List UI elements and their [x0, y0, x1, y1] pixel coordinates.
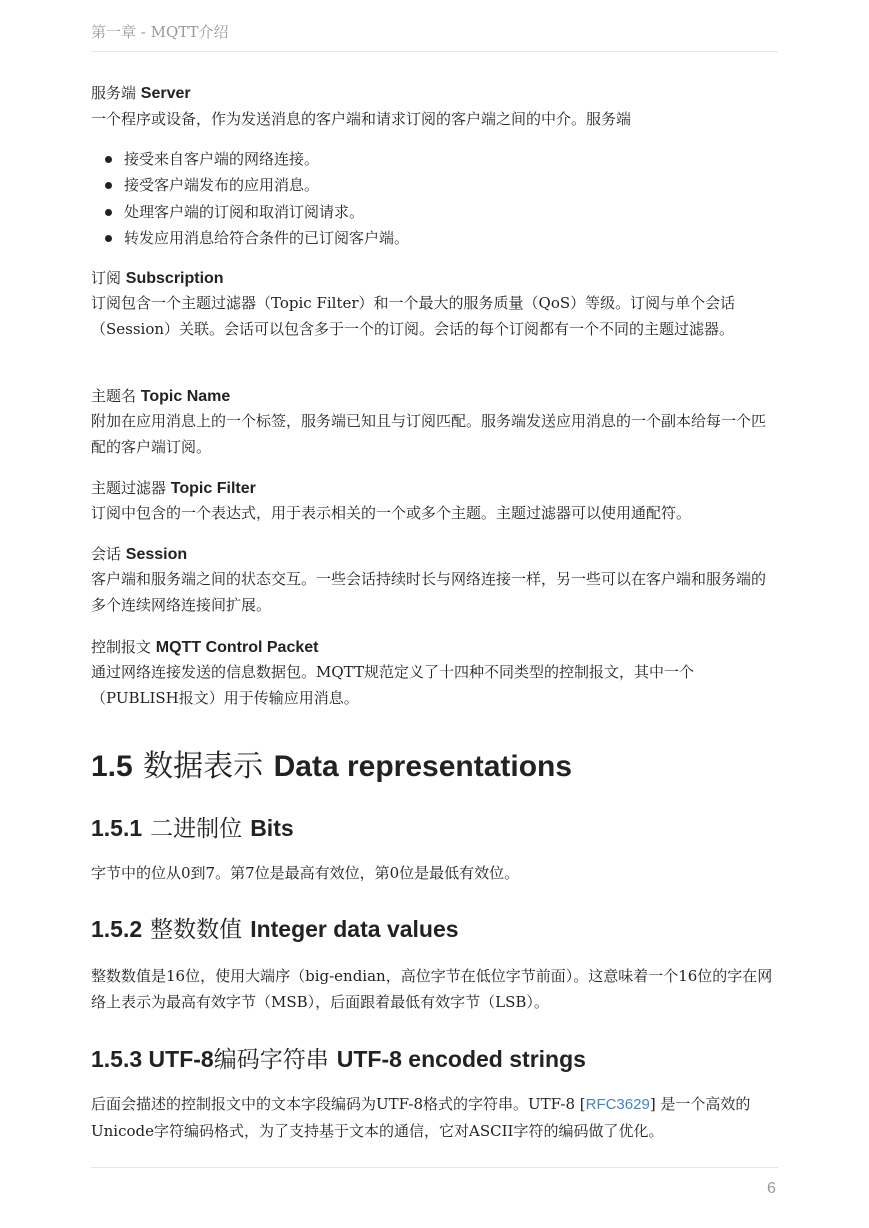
list-item: 转发应用消息给符合条件的已订阅客户端。	[91, 225, 409, 251]
section-title-cn: 二进制位	[150, 816, 243, 842]
running-header	[91, 18, 778, 52]
list-item: 接受客户端发布的应用消息。	[91, 172, 409, 198]
section-number: 1.5	[91, 750, 133, 783]
term-subscription	[91, 269, 224, 288]
section-heading-1-5-1	[91, 813, 294, 844]
term-topic-name-cn: 主题名	[91, 387, 137, 405]
term-session	[91, 545, 187, 564]
term-topic-filter-en: Topic Filter	[170, 480, 256, 497]
subscription-description: 订阅包含一个主题过滤器（Topic Filter）和一个最大的服务质量（QoS）等级。订阅与单个会话（Session）关联。会话可以包含多于一个的订阅。会话的每个订阅都有一个不同的主题过滤器。	[91, 294, 736, 338]
term-subscription-cn: 订阅	[91, 269, 122, 287]
bits-description: 字节中的位从0到7。第7位是最高有效位，第0位是最低有效位。	[91, 864, 520, 882]
term-topic-filter-cn: 主题过滤器	[91, 479, 167, 497]
term-topic-name	[91, 387, 230, 406]
control-packet-description: 通过网络连接发送的信息数据包。MQTT规范定义了十四种不同类型的控制报文，其中一个（PUBLISH报文）用于传输应用消息。	[91, 663, 694, 707]
footer-divider	[91, 1167, 778, 1168]
term-server-cn: 服务端	[91, 84, 137, 102]
section-number: 1.5.2	[91, 916, 143, 942]
section-title-en: Data representations	[273, 750, 573, 783]
rfc3629-link[interactable]: RFC3629	[585, 1096, 650, 1113]
server-description: 一个程序或设备，作为发送消息的客户端和请求订阅的客户端之间的中介。服务端	[91, 110, 632, 128]
topic-filter-description: 订阅中包含的一个表达式，用于表示相关的一个或多个主题。主题过滤器可以使用通配符。	[91, 504, 692, 522]
utf8-strings-description	[91, 1091, 778, 1144]
section-title-en: Integer data values	[250, 916, 459, 942]
list-item: 处理客户端的订阅和取消订阅请求。	[91, 199, 409, 225]
term-control-packet-cn: 控制报文	[91, 638, 152, 656]
section-heading-1-5-3	[91, 1044, 586, 1075]
section-title-cn: 数据表示	[143, 749, 264, 784]
running-header-title: 第一章 - MQTT介绍	[91, 23, 229, 41]
list-item: 接受来自客户端的网络连接。	[91, 146, 409, 172]
session-description: 客户端和服务端之间的状态交互。一些会话持续时长与网络连接一样，另一些可以在客户端和服务端的多个连续网络连接间扩展。	[91, 570, 767, 614]
section-title-en: Bits	[250, 815, 294, 841]
topic-name-description: 附加在应用消息上的一个标签，服务端已知且与订阅匹配。服务端发送应用消息的一个副本给每一个匹配的客户端订阅。	[91, 412, 767, 456]
integer-values-description: 整数数值是16位，使用大端序（big-endian，高位字节在低位字节前面）。这意味着一个16位的字在网络上表示为最高有效字节（MSB），后面跟着最低有效字节（LSB）。	[91, 967, 773, 1011]
server-bullet-list	[91, 146, 409, 251]
term-control-packet-en: MQTT Control Packet	[155, 639, 319, 656]
page-number: 6	[767, 1180, 776, 1197]
section-heading-1-5	[91, 747, 572, 787]
section-number: 1.5.1	[91, 815, 143, 841]
term-server-en: Server	[140, 85, 191, 102]
utf8-text-after: ] 是一个高效的Unicode字符编码格式，为了支持基于文本的通信，它对ASCII字符的编码做了优化。	[91, 1095, 751, 1140]
term-topic-filter	[91, 479, 256, 498]
term-session-cn: 会话	[91, 545, 122, 563]
section-number: 1.5.3 UTF-8	[91, 1046, 214, 1072]
term-server	[91, 84, 191, 103]
term-session-en: Session	[125, 546, 188, 563]
term-subscription-en: Subscription	[125, 270, 224, 287]
term-topic-name-en: Topic Name	[140, 388, 231, 405]
section-heading-1-5-2	[91, 914, 459, 945]
section-title-cn: 整数数值	[150, 917, 243, 943]
section-title-en: UTF-8 encoded strings	[336, 1046, 586, 1072]
utf8-text-before: 后面会描述的控制报文中的文本字段编码为UTF-8格式的字符串。UTF-8 [	[91, 1095, 586, 1113]
section-title-cn: 编码字符串	[213, 1047, 329, 1073]
term-control-packet	[91, 638, 318, 657]
